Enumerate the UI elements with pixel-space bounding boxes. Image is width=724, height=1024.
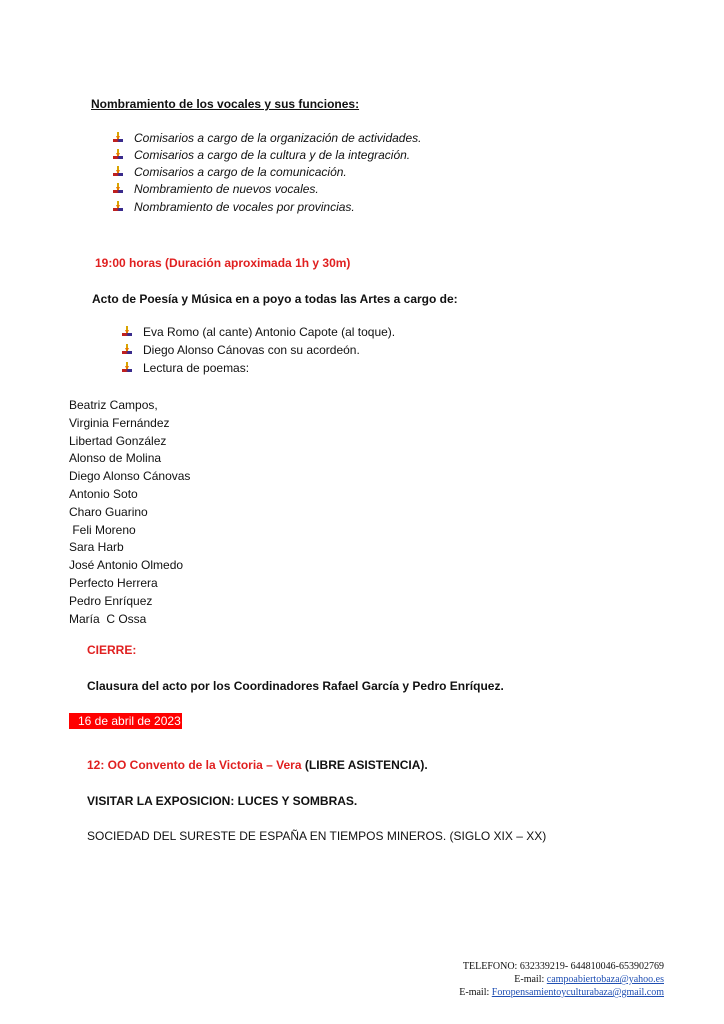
venue-name: 12: OO Convento de la Victoria – Vera: [87, 758, 302, 772]
arrow-down-bullet-icon: [113, 166, 123, 178]
email-line-1: [459, 973, 664, 986]
list-item: [122, 361, 249, 375]
list-item-text: Nombramiento de nuevos vocales.: [134, 182, 319, 196]
poet-name: Feli Moreno: [69, 522, 136, 537]
poets-list: [69, 397, 190, 628]
list-item: [122, 325, 395, 339]
session-time: 19:00 horas (Duración aproximada 1h y 30m): [95, 256, 351, 270]
date-badge: 16 de abril de 2023: [69, 713, 182, 729]
venue-access: (LIBRE ASISTENCIA).: [301, 758, 428, 772]
venue-line: [87, 758, 428, 772]
email-link-gmail[interactable]: Foropensamientoyculturabaza@gmail.com: [491, 987, 664, 998]
poet-name: Pedro Enríquez: [69, 593, 153, 608]
email-label: E-mail:: [514, 974, 547, 985]
phone-numbers: TELEFONO: 632339219- 644810046-653902769: [462, 961, 664, 972]
arrow-down-bullet-icon: [122, 326, 132, 338]
act-title: Acto de Poesía y Música en a poyo a todas las Artes a cargo de:: [92, 292, 458, 306]
exhibition-subtitle: SOCIEDAD DEL SURESTE DE ESPAÑA EN TIEMPOS MINEROS. (SIGLO XIX – XX): [87, 829, 547, 843]
list-item: [122, 343, 360, 357]
arrow-down-bullet-icon: [113, 132, 123, 144]
arrow-down-bullet-icon: [122, 362, 132, 374]
poet-name: Virginia Fernández: [69, 415, 170, 430]
list-item: [113, 148, 410, 162]
poet-name: José Antonio Olmedo: [69, 558, 184, 573]
contact-footer: [459, 960, 664, 999]
poet-name: Alonso de Molina: [69, 451, 162, 466]
arrow-down-bullet-icon: [122, 344, 132, 356]
arrow-down-bullet-icon: [113, 183, 123, 195]
poet-name: Libertad González: [69, 433, 167, 448]
list-item-text: Diego Alonso Cánovas con su acordeón.: [143, 343, 360, 357]
poet-name: Diego Alonso Cánovas: [69, 469, 191, 484]
arrow-down-bullet-icon: [113, 201, 123, 213]
poet-name: María C Ossa: [69, 611, 147, 626]
email-label: E-mail:: [459, 987, 492, 998]
poet-name: Perfecto Herrera: [69, 575, 158, 590]
poet-name: Sara Harb: [69, 540, 124, 555]
closing-text: Clausura del acto por los Coordinadores Rafael García y Pedro Enríquez.: [87, 679, 504, 693]
list-item: [113, 200, 355, 214]
list-item-text: Comisarios a cargo de la comunicación.: [134, 165, 347, 179]
vocales-heading: Nombramiento de los vocales y sus funciones:: [91, 97, 360, 111]
exhibition-visit: VISITAR LA EXPOSICION: LUCES Y SOMBRAS.: [87, 794, 358, 808]
poet-name: Charo Guarino: [69, 504, 148, 519]
list-item-text: Nombramiento de vocales por provincias.: [134, 200, 355, 214]
closing-label: CIERRE:: [87, 643, 137, 657]
list-item-text: Lectura de poemas:: [143, 361, 250, 375]
poet-name: Beatriz Campos,: [69, 398, 158, 412]
poet-name: Antonio Soto: [69, 486, 138, 501]
list-item-text: Comisarios a cargo de la cultura y de la integración.: [134, 148, 411, 162]
list-item-text: Comisarios a cargo de la organización de actividades.: [134, 131, 422, 145]
list-item-text: Eva Romo (al cante) Antonio Capote (al toque).: [143, 325, 396, 339]
email-link-yahoo[interactable]: campoabiertobaza@yahoo.es: [546, 974, 664, 985]
list-item: [113, 131, 422, 145]
arrow-down-bullet-icon: [113, 149, 123, 161]
list-item: [113, 165, 347, 179]
email-line-2: [459, 986, 664, 999]
list-item: [113, 182, 319, 196]
